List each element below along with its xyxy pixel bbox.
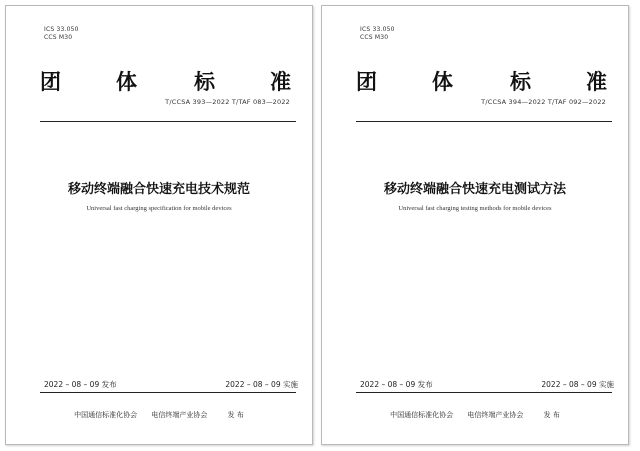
issuing-organizations (322, 410, 628, 420)
standard-type-heading (40, 68, 290, 96)
heading-char: 标 (194, 70, 215, 94)
issued-label: 发 布 (543, 411, 560, 419)
chinese-title: 移动终端融合快速充电技术规范 (67, 182, 250, 197)
heading-char: 准 (270, 70, 291, 94)
heading-char: 体 (432, 70, 453, 94)
bottom-divider (356, 392, 612, 393)
org-taf: 电信终端产业协会 (467, 411, 524, 419)
publish-date: 2022 – 08 – 09 发布 (360, 380, 433, 389)
implement-date: 2022 – 08 – 09 实施 (225, 380, 298, 389)
issuing-organizations (6, 410, 312, 420)
standard-type-heading (356, 68, 606, 96)
chinese-title: 移动终端融合快速充电测试方法 (383, 182, 566, 197)
implement-date: 2022 – 08 – 09 实施 (541, 380, 614, 389)
heading-char: 体 (116, 70, 137, 94)
standard-cover-left (5, 5, 313, 445)
heading-char: 标 (510, 70, 531, 94)
standard-number: T/CCSA 394—2022 T/TAF 092—2022 (481, 98, 606, 106)
heading-char: 团 (356, 70, 377, 94)
english-title: Universal fast charging specification for mobile devices (86, 205, 232, 212)
bottom-divider (40, 392, 296, 393)
org-ccsa: 中国通信标准化协会 (390, 411, 454, 419)
english-title: Universal fast charging testing methods for mobile devices (398, 205, 552, 212)
standard-number: T/CCSA 393—2022 T/TAF 083—2022 (165, 98, 290, 106)
heading-char: 团 (40, 70, 61, 94)
classification-codes (44, 26, 79, 42)
org-taf: 电信终端产业协会 (151, 411, 208, 419)
top-divider (356, 121, 612, 122)
ccs-code: CCS M30 (360, 34, 389, 41)
classification-codes (360, 26, 395, 42)
org-ccsa: 中国通信标准化协会 (74, 411, 138, 419)
publish-date: 2022 – 08 – 09 发布 (44, 380, 117, 389)
ics-code: ICS 33.050 (44, 26, 79, 33)
ccs-code: CCS M30 (44, 34, 73, 41)
top-divider (40, 121, 296, 122)
heading-char: 准 (586, 70, 607, 94)
standard-cover-right (321, 5, 629, 445)
ics-code: ICS 33.050 (360, 26, 395, 33)
issued-label: 发 布 (227, 411, 244, 419)
